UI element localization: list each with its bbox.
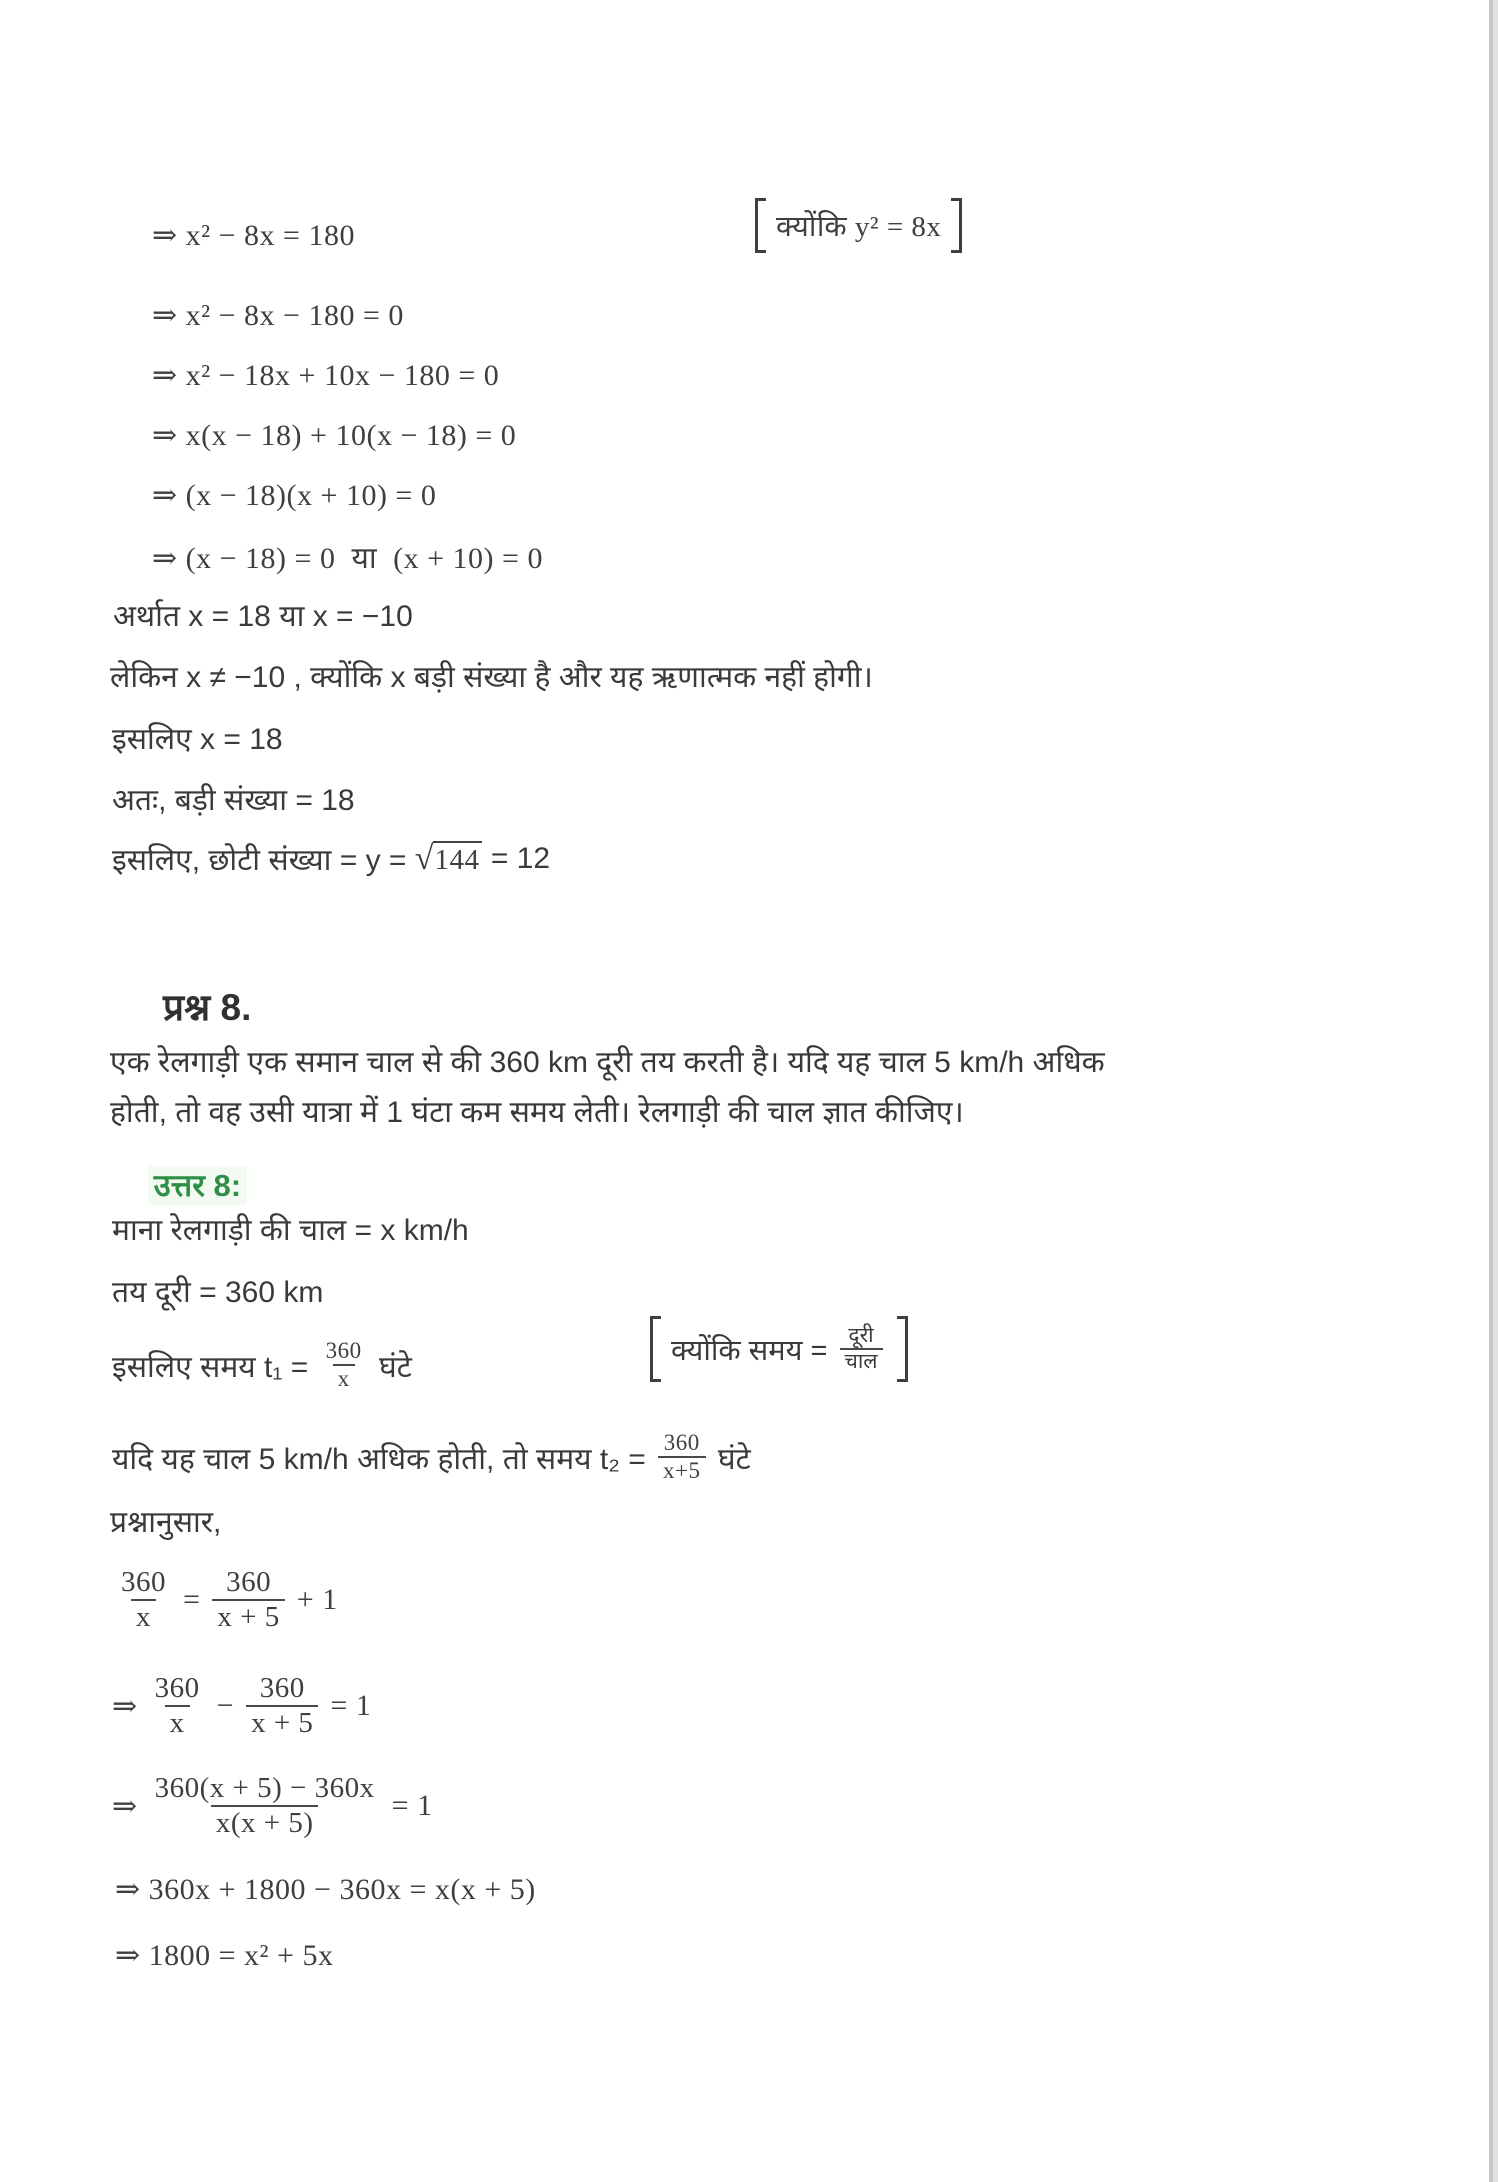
- fraction-denominator: x(x + 5): [211, 1805, 319, 1840]
- math-step-line: ⇒ x² − 8x − 180 = 0: [152, 299, 404, 332]
- solution-line: अर्थात x = 18 या x = −10: [113, 600, 413, 633]
- fraction-numerator: 360: [663, 1429, 700, 1455]
- fraction: [246, 1672, 318, 1741]
- fraction-denominator: x: [333, 1364, 355, 1392]
- fraction-denominator: x + 5: [246, 1705, 318, 1740]
- answer-line: माना रेलगाड़ी की चाल = x km/h: [112, 1214, 469, 1247]
- answer-line: तय दूरी = 360 km: [112, 1276, 324, 1309]
- fraction-numerator: 360: [121, 1565, 166, 1598]
- t1-suffix: घंटे: [370, 1350, 412, 1384]
- fraction-denominator: x+5: [658, 1456, 705, 1484]
- math-step-line: ⇒ 360x + 1800 − 360x = x(x + 5): [115, 1873, 536, 1906]
- fraction-numerator: 360: [154, 1671, 200, 1704]
- fraction-numerator: 360: [226, 1565, 272, 1598]
- solution-line: इसलिए x = 18: [112, 723, 283, 756]
- solution-line: लेकिन x ≠ −10 , क्योंकि x बड़ी संख्या है और यह ऋणात्मक नहीं होगी।: [110, 661, 873, 694]
- equation-operator: −: [208, 1689, 243, 1722]
- math-step-line: ⇒ x² − 8x = 180: [152, 219, 355, 252]
- note-bracket: [755, 198, 962, 253]
- fraction: [150, 1672, 205, 1741]
- question-text-line: होती, तो वह उसी यात्रा में 1 घंटा कम समय लेती। रेलगाड़ी की चाल ज्ञात कीजिए।: [110, 1096, 964, 1129]
- equation-tail: + 1: [288, 1583, 338, 1616]
- smaller-number-suffix: = 12: [482, 841, 551, 875]
- answer-line-t1: [112, 1330, 412, 1400]
- right-bracket: [897, 1316, 908, 1382]
- sqrt-radicand: 144: [433, 841, 482, 877]
- t1-prefix: इसलिए समय t₁ =: [112, 1350, 317, 1384]
- fraction: [116, 1566, 171, 1635]
- smaller-number-prefix: इसलिए, छोटी संख्या = y =: [112, 844, 415, 877]
- fraction-denominator: चाल: [840, 1348, 883, 1374]
- sqrt-icon: √: [414, 839, 434, 877]
- fraction-denominator: x + 5: [212, 1599, 284, 1634]
- page-scrollbar[interactable]: [1488, 0, 1498, 2182]
- display-equation: [112, 1552, 338, 1648]
- math-step-line: ⇒ x² − 18x + 10x − 180 = 0: [152, 359, 500, 392]
- fraction: [840, 1324, 883, 1374]
- note-bracket: [650, 1316, 908, 1382]
- solution-line: अतः, बड़ी संख्या = 18: [112, 784, 355, 817]
- fraction-denominator: x: [165, 1705, 190, 1740]
- fraction-numerator: 360(x + 5) − 360x: [154, 1771, 375, 1804]
- math-step-line: ⇒ x(x − 18) + 10(x − 18) = 0: [152, 419, 517, 452]
- display-equation: [112, 1658, 371, 1754]
- answer-line: प्रश्नानुसार,: [110, 1506, 222, 1539]
- question-text-line: एक रेलगाड़ी एक समान चाल से की 360 km दूरी तय करती है। यदि यह चाल 5 km/h अधिक: [110, 1046, 1105, 1079]
- right-bracket: [951, 198, 962, 253]
- left-bracket: [755, 198, 766, 253]
- math-step-line: ⇒ (x − 18) = 0 या (x + 10) = 0: [152, 542, 543, 575]
- fraction-numerator: 360: [325, 1337, 362, 1363]
- fraction: [321, 1338, 367, 1393]
- equation-tail: = 1: [322, 1689, 372, 1722]
- equation-tail: = 1: [383, 1789, 433, 1822]
- equation-operator: =: [175, 1583, 209, 1616]
- question-heading: प्रश्न 8.: [163, 987, 252, 1028]
- fraction-denominator: x: [131, 1599, 156, 1634]
- note-time-prefix: क्योंकि समय =: [671, 1334, 836, 1367]
- note-text: क्योंकि y² = 8x: [776, 211, 942, 243]
- equation-lead: ⇒: [112, 1789, 146, 1823]
- solution-line-sqrt: [112, 838, 550, 879]
- equation-lead: ⇒: [112, 1689, 146, 1723]
- t2-prefix: यदि यह चाल 5 km/h अधिक होती, तो समय t₂ =: [112, 1442, 655, 1476]
- fraction: [212, 1566, 284, 1635]
- t2-suffix: घंटे: [709, 1442, 751, 1476]
- left-bracket: [650, 1316, 661, 1382]
- fraction: [658, 1430, 705, 1485]
- math-step-line: ⇒ (x − 18)(x + 10) = 0: [152, 479, 437, 512]
- math-step-line: ⇒ 1800 = x² + 5x: [115, 1939, 334, 1972]
- fraction: [150, 1772, 380, 1841]
- display-equation: [112, 1756, 433, 1856]
- fraction-numerator: दूरी: [848, 1324, 874, 1347]
- answer-heading: उत्तर 8:: [148, 1166, 247, 1205]
- fraction-numerator: 360: [259, 1671, 305, 1704]
- answer-line-t2: [112, 1422, 751, 1492]
